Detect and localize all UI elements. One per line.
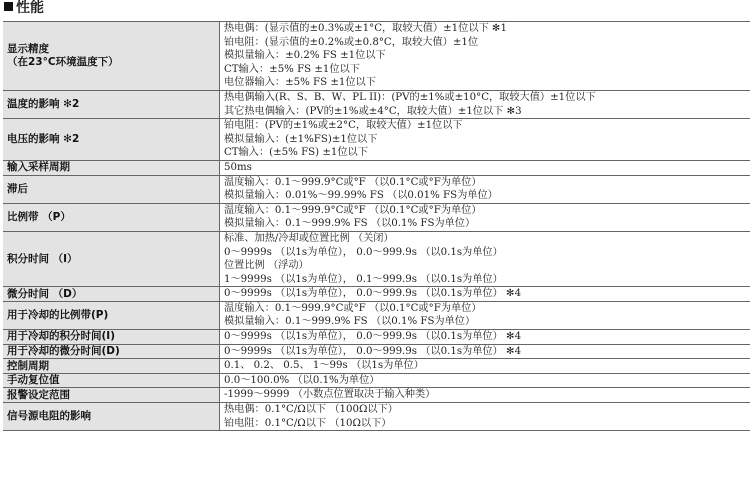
spec-label: 滞后 [7, 182, 28, 195]
spec-value-line: -1999～9999 （小数点位置取决于输入种类） [224, 389, 436, 401]
spec-label: 用于冷却的积分时间(I) [7, 330, 116, 343]
spec-label-cell [3, 90, 220, 118]
spec-value-line: 温度输入：0.1～999.9°C或°F （以0.1°C或°F为单位） [224, 204, 482, 216]
spec-row [3, 344, 750, 359]
spec-label-cell [3, 403, 220, 431]
spec-value-line: 0～9999s （以1s为单位）， 0.0～999.9s （以0.1s为单位） ✻4 [224, 288, 522, 300]
spec-label: 手动复位值 [7, 374, 60, 387]
spec-value-line: 0.0～100.0% （以0.1%为单位） [224, 374, 380, 386]
spec-value-line: 50ms [224, 161, 252, 173]
spec-value-cell [220, 175, 750, 203]
spec-value-line: 模拟量输入：(±1%FS)±1位以下 [224, 133, 378, 145]
spec-value-line: 模拟量输入：0.01%～99.99% FS （以0.01% FS为单位） [224, 190, 498, 202]
spec-value-cell [220, 160, 750, 175]
spec-label-cell [3, 388, 220, 403]
spec-value-line: 铂电阻：0.1°C/Ω以下 （10Ω以下） [224, 417, 392, 429]
spec-value-cell [220, 403, 750, 431]
spec-label: 控制周期 [7, 359, 49, 372]
spec-label-cell [3, 203, 220, 231]
spec-value-cell [220, 22, 750, 91]
spec-value-cell [220, 344, 750, 359]
section-heading [4, 0, 44, 16]
spec-label: 输入采样周期 [7, 161, 70, 174]
spec-label-cell [3, 119, 220, 161]
spec-value-line: 温度输入：0.1～999.9°C或°F （以0.1°C或°F为单位） [224, 302, 482, 314]
spec-value-line: CT输入：±5% FS ±1位以下 [224, 63, 360, 75]
spec-label: 报警设定范围 [7, 388, 70, 401]
performance-spec-table [3, 21, 750, 431]
spec-row [3, 203, 750, 231]
spec-label-cell [3, 22, 220, 91]
spec-value-line: 温度输入：0.1～999.9°C或°F （以0.1°C或°F为单位） [224, 176, 482, 188]
spec-row [3, 22, 750, 91]
spec-label-cell [3, 301, 220, 329]
spec-value-cell [220, 119, 750, 161]
spec-row [3, 330, 750, 345]
spec-row [3, 160, 750, 175]
section-title-text: 性能 [16, 0, 44, 16]
spec-row [3, 388, 750, 403]
spec-label-cell [3, 160, 220, 175]
spec-label-cell [3, 373, 220, 388]
spec-row [3, 175, 750, 203]
square-bullet-icon [4, 2, 13, 11]
spec-value-line: 模拟量输入：0.1～999.9% FS （以0.1% FS为单位） [224, 316, 476, 328]
spec-label: 用于冷却的比例带(P) [7, 308, 109, 321]
spec-value-cell [220, 359, 750, 374]
spec-value-line: 热电偶输入(R、S、B、W、PL II)：(PV的±1%或±10°C，取较大值）±1位以下 [224, 91, 596, 103]
spec-value-line: 铂电阻：(显示值的±0.2%或±0.8°C，取较大值）±1位 [224, 36, 479, 48]
spec-row [3, 403, 750, 431]
spec-label-cell [3, 359, 220, 374]
spec-label-cell [3, 231, 220, 286]
spec-label: （在23°C环境温度下） [7, 55, 119, 68]
spec-label: 用于冷却的微分时间(D) [7, 344, 120, 357]
spec-label: 信号源电阻的影响 [7, 410, 91, 423]
spec-value-cell [220, 388, 750, 403]
spec-label: 微分时间 （D） [7, 287, 83, 300]
spec-value-line: 其它热电偶输入：(PV的±1%或±4°C，取较大值）±1位以下 ✻3 [224, 105, 522, 117]
spec-value-line: 热电偶：0.1°C/Ω以下 （100Ω以下） [224, 404, 398, 416]
spec-value-cell [220, 330, 750, 345]
spec-value-line: 电位器输入：±5% FS ±1位以下 [224, 77, 376, 89]
spec-label: 温度的影响 ✻2 [7, 98, 80, 111]
spec-value-line: 0.1、 0.2、 0.5、 1～99s （以1s为单位） [224, 360, 424, 372]
spec-value-line: 0～9999s （以1s为单位）， 0.0～999.9s （以0.1s为单位） ✻4 [224, 331, 522, 343]
spec-label: 积分时间 （I） [7, 252, 78, 265]
spec-label-cell [3, 344, 220, 359]
spec-value-cell [220, 373, 750, 388]
spec-label: 显示精度 [7, 42, 49, 55]
spec-row [3, 359, 750, 374]
spec-value-line: CT输入：(±5% FS) ±1位以下 [224, 147, 368, 159]
spec-value-line: 0～9999s （以1s为单位）， 0.0～999.9s （以0.1s为单位） [224, 246, 503, 258]
spec-row [3, 287, 750, 302]
spec-row [3, 301, 750, 329]
spec-value-cell [220, 203, 750, 231]
spec-row [3, 90, 750, 118]
spec-value-cell [220, 90, 750, 118]
spec-value-line: 0～9999s （以1s为单位）， 0.0～999.9s （以0.1s为单位） ✻4 [224, 345, 522, 357]
spec-row [3, 373, 750, 388]
spec-label: 电压的影响 ✻2 [7, 133, 80, 146]
spec-value-line: 铂电阻：(PV的±1%或±2°C，取较大值）±1位以下 [224, 120, 463, 132]
spec-value-line: 1～9999s （以1s为单位）， 0.1～999.9s （以0.1s为单位） [224, 273, 503, 285]
spec-value-line: 标准、加热/冷却或位置比例 （关闭） [224, 232, 394, 244]
spec-label-cell [3, 287, 220, 302]
spec-value-line: 模拟量输入：0.1～999.9% FS （以0.1% FS为单位） [224, 218, 476, 230]
spec-value-cell [220, 231, 750, 286]
spec-value-line: 热电偶：(显示值的±0.3%或±1°C，取较大值）±1位以下 ✻1 [224, 23, 507, 34]
spec-value-cell [220, 301, 750, 329]
spec-value-line: 模拟量输入：±0.2% FS ±1位以下 [224, 50, 386, 62]
spec-label: 比例带 （P） [7, 210, 71, 223]
spec-label-cell [3, 175, 220, 203]
spec-row [3, 119, 750, 161]
spec-label-cell [3, 330, 220, 345]
spec-value-cell [220, 287, 750, 302]
spec-row [3, 231, 750, 286]
spec-value-line: 位置比例 （浮动） [224, 260, 309, 272]
